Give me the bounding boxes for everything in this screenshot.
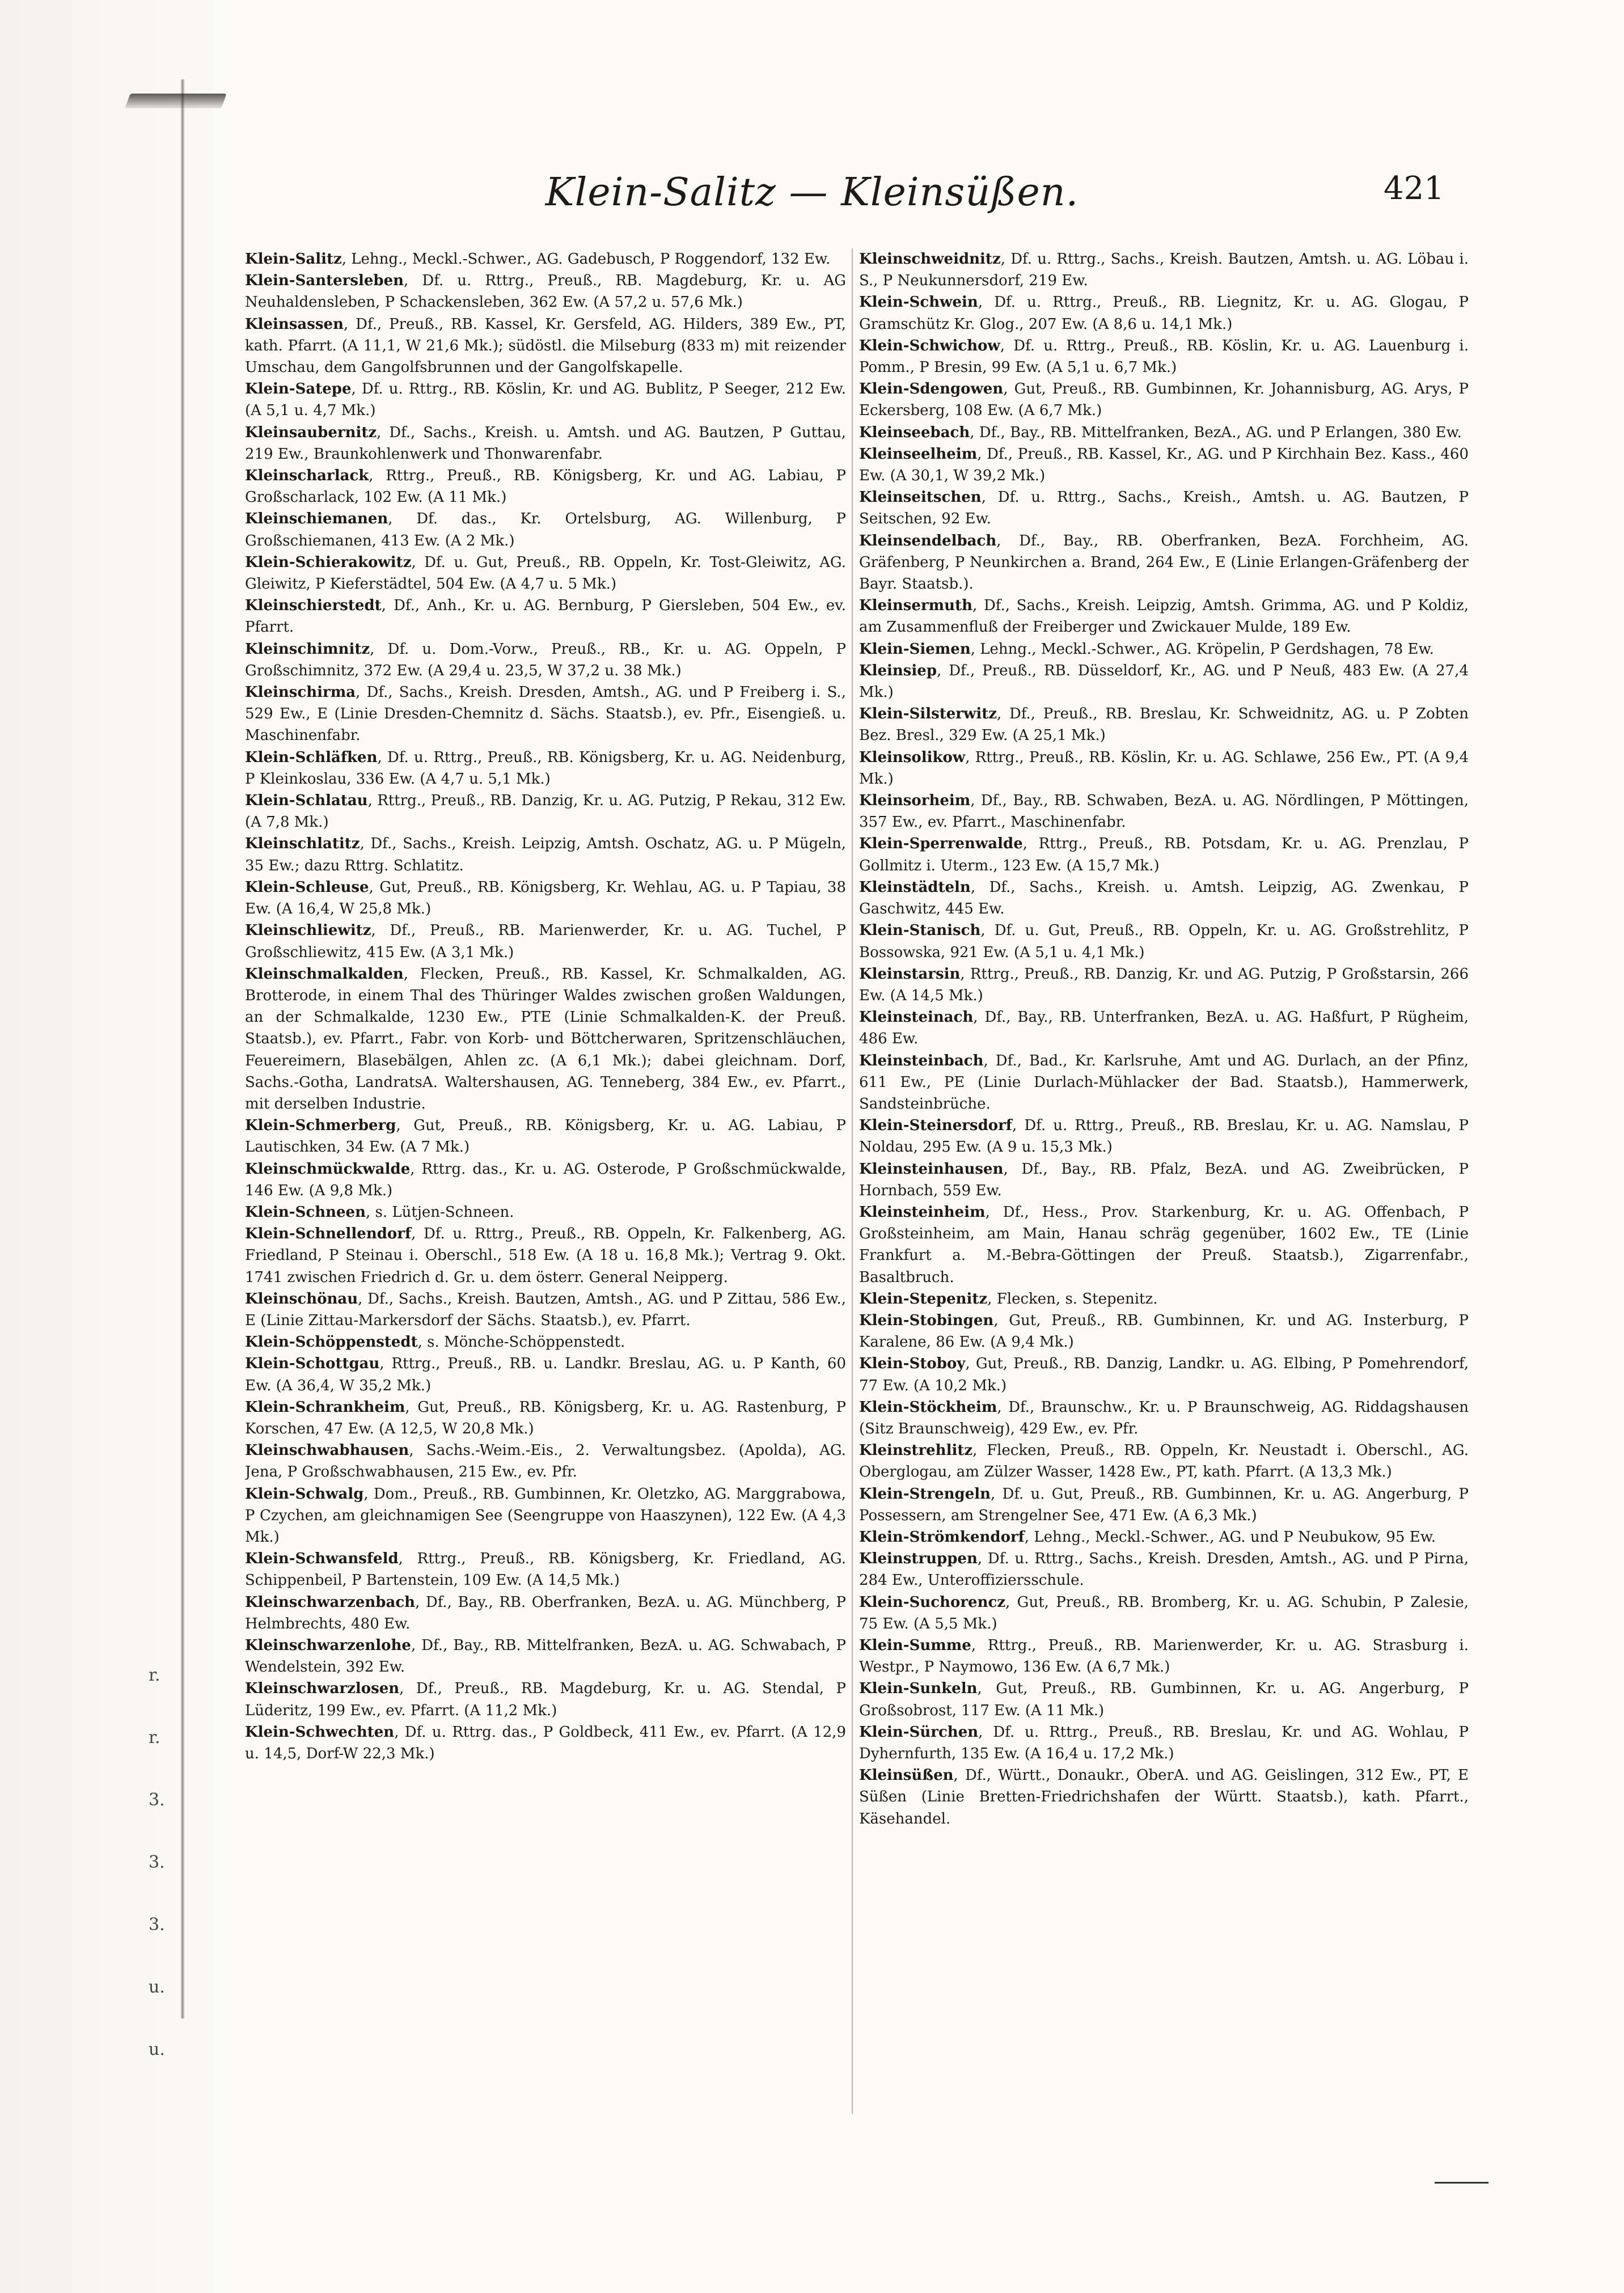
entry-text: , Rttrg., Preuß., RB. Marienwerder, Kr. u. AG. Strasburg i. Westpr., P Naymowo, 136 Ew. (A 6,7 Mk.)	[859, 1637, 1469, 1676]
gazetteer-entry	[245, 1223, 846, 1288]
gazetteer-entry	[859, 1483, 1469, 1526]
entry-headword: Klein-Stepenitz	[859, 1290, 988, 1308]
entry-headword: Klein-Schwalg	[245, 1485, 364, 1503]
entry-headword: Kleinsaubernitz	[245, 424, 377, 441]
entry-headword: Klein-Silsterwitz	[859, 705, 997, 723]
gazetteer-entry	[245, 314, 846, 379]
entry-headword: Kleinsteinhausen	[859, 1160, 1004, 1178]
gazetteer-entry	[859, 703, 1469, 746]
gazetteer-entry	[245, 248, 846, 270]
entry-text: , Df., Preuß., RB. Düsseldorf, Kr., AG. und P Neuß, 483 Ew. (A 27,4 Mk.)	[859, 662, 1469, 701]
entry-text: , Df., Sachs., Kreish. Leipzig, Amtsh. Grimma, AG. und P Koldiz, am Zusammenfluß der Freiberger und Zwickauer Mulde, 189 Ew.	[859, 597, 1469, 636]
column-divider	[852, 248, 853, 2114]
gazetteer-entry	[245, 595, 846, 638]
entry-text: , Df. u. Rttrg., Preuß., RB. Breslau, Kr. und AG. Wohlau, P Dyhernfurth, 135 Ew. (A 16,4 u. 17,2 Mk.)	[859, 1723, 1469, 1763]
entry-text: , Rttrg., Preuß., RB. Königsberg, Kr. Friedland, AG. Schippenbeil, P Bartenstein, 109 Ew. (A 14,5 Mk.)	[245, 1550, 846, 1589]
gazetteer-entry	[245, 682, 846, 747]
entry-text: , Rttrg., Preuß., RB. Königsberg, Kr. und AG. Labiau, P Großscharlack, 102 Ew. (A 11 Mk.)	[245, 467, 846, 506]
entry-headword: Klein-Strengeln	[859, 1485, 991, 1503]
margin-mark: u.	[149, 1977, 165, 1997]
entry-text: , Df. u. Rttrg., Sachs., Kreish., Amtsh. u. AG. Bautzen, P Seitschen, 92 Ew.	[859, 489, 1469, 528]
entry-headword: Kleinsüßen	[859, 1767, 954, 1784]
entry-text: , Df., Hess., Prov. Starkenburg, Kr. u. AG. Offenbach, P Großsteinheim, am Main, Hanau schräg gegenüber, 1602 Ew., TE (Linie Frankfurt a. M.-Bebra-Göttingen der Preuß. Staatsb.), Zigarrenfabr., Basaltbruch.	[859, 1203, 1469, 1286]
gazetteer-entry	[859, 335, 1469, 378]
gazetteer-entry	[245, 465, 846, 508]
entry-text: , Df. u. Dom.-Vorw., Preuß., RB., Kr. u. AG. Oppeln, P Großschimnitz, 372 Ew. (A 29,4 u. 23,5, W 37,2 u. 38 Mk.)	[245, 640, 846, 679]
entry-headword: Kleinseebach	[859, 424, 970, 441]
entry-text: , Df. u. Rttrg., Preuß., RB. Breslau, Kr. u. AG. Namslau, P Noldau, 295 Ew. (A 9 u. 15,3 Mk.)	[859, 1117, 1469, 1156]
gazetteer-entry	[245, 790, 846, 833]
entry-text: , Df. u. Rttrg. das., P Goldbeck, 411 Ew., ev. Pfarrt. (A 12,9 u. 14,5, Dorf-W 22,3 Mk.)	[245, 1723, 846, 1763]
binding-clip	[125, 94, 226, 108]
entry-text: , Dom., Preuß., RB. Gumbinnen, Kr. Oletzko, AG. Marggrabowa, P Czychen, am gleichnamigen See (Seengruppe von Haaszynen), 122 Ew. (A 4,3 Mk.)	[245, 1485, 846, 1546]
gazetteer-entry	[859, 595, 1469, 638]
gazetteer-entry	[859, 920, 1469, 963]
entry-headword: Klein-Schwichow	[859, 337, 1000, 354]
gazetteer-entry	[245, 552, 846, 595]
entry-headword: Klein-Schrankheim	[245, 1398, 405, 1416]
entry-headword: Kleinsteinbach	[859, 1052, 984, 1069]
gazetteer-entry	[859, 1115, 1469, 1158]
entry-text: , Df. u. Rttrg., Preuß., RB. Königsberg, Kr. u. AG. Neidenburg, P Kleinkoslau, 336 Ew. (A 4,7 u. 5,1 Mk.)	[245, 748, 846, 788]
entry-text: , Rttrg., Preuß., RB. u. Landkr. Breslau, AG. u. P Kanth, 60 Ew. (A 36,4, W 35,2 Mk.)	[245, 1355, 846, 1394]
gazetteer-entry	[859, 378, 1469, 421]
entry-text: , Gut, Preuß., RB. Gumbinnen, Kr. Johannisburg, AG. Arys, P Eckersberg, 108 Ew. (A 6,7 Mk.)	[859, 380, 1469, 420]
entry-headword: Kleinschirma	[245, 684, 356, 701]
entry-headword: Kleinseelheim	[859, 445, 978, 463]
entry-headword: Klein-Schläfken	[245, 748, 378, 766]
entry-text: , Df. u. Gut, Preuß., RB. Oppeln, Kr. Tost-Gleiwitz, AG. Gleiwitz, P Kieferstädtel, 504 Ew. (A 4,7 u. 5 Mk.)	[245, 553, 846, 593]
gazetteer-entry	[245, 378, 846, 421]
entry-headword: Kleinseitschen	[859, 489, 982, 506]
entry-headword: Klein-Schmerberg	[245, 1117, 396, 1135]
entry-text: , Df. u. Gut, Preuß., RB. Gumbinnen, Kr. u. AG. Angerburg, P Possessern, am Strengelner See, 471 Ew. (A 6,3 Mk.)	[859, 1485, 1469, 1524]
gazetteer-entry	[245, 1548, 846, 1591]
entry-text: , Df. u. Rttrg., Preuß., RB. Oppeln, Kr. Falkenberg, AG. Friedland, P Steinau i. Oberschl., 518 Ew. (A 18 u. 16,8 Mk.); Vertrag 9. Okt. 1741 zwischen Friedrich d. Gr. u. dem österr. General Neipperg.	[245, 1225, 846, 1286]
entry-headword: Klein-Satepe	[245, 380, 352, 398]
margin-marks	[149, 1644, 171, 2081]
left-column	[245, 248, 846, 2137]
entry-headword: Kleinschimnitz	[245, 640, 370, 658]
entry-text: , Df., Sachs., Kreish. Leipzig, Amtsh. Oschatz, AG. u. P Mügeln, 35 Ew.; dazu Rttrg. Schlatitz.	[245, 835, 846, 874]
entry-headword: Kleinsiep	[859, 662, 937, 679]
gazetteer-entry	[245, 270, 846, 313]
entry-text: , Lehng., Meckl.-Schwer., AG. Kröpelin, P Gerdshagen, 78 Ew.	[970, 640, 1434, 658]
gazetteer-entry	[859, 1721, 1469, 1765]
gazetteer-entry	[859, 1765, 1469, 1830]
entry-text: , Df., Bay., RB. Pfalz, BezA. und AG. Zweibrücken, P Hornbach, 559 Ew.	[859, 1160, 1469, 1199]
entry-text: , Gut, Preuß., RB. Danzig, Landkr. u. AG. Elbing, P Pomehrendorf, 77 Ew. (A 10,2 Mk.)	[859, 1355, 1469, 1394]
entry-text: , Df., Württ., Donaukr., OberA. und AG. Geislingen, 312 Ew., PT, E Süßen (Linie Bretten-Friedrichshafen der Württ. Staatsb.), kath. Pfarrt., Käsehandel.	[859, 1767, 1469, 1827]
entry-headword: Kleinschwarzenbach	[245, 1593, 416, 1611]
entry-headword: Klein-Schierakowitz	[245, 553, 412, 571]
entry-text: , Gut, Preuß., RB. Gumbinnen, Kr. und AG. Insterburg, P Karalene, 86 Ew. (A 9,4 Mk.)	[859, 1312, 1469, 1351]
entry-headword: Kleinschmückwalde	[245, 1160, 411, 1178]
entry-headword: Klein-Steinersdorf	[859, 1117, 1012, 1135]
entry-headword: Kleinsorheim	[859, 792, 971, 810]
gazetteer-entry	[859, 1158, 1469, 1202]
gazetteer-entry	[245, 638, 846, 682]
gazetteer-entry	[245, 1331, 846, 1353]
entry-headword: Kleinsendelbach	[859, 532, 997, 549]
entry-headword: Klein-Salitz	[245, 251, 342, 268]
entry-headword: Klein-Schneen	[245, 1203, 366, 1221]
entry-text: , Rttrg., Preuß., RB. Potsdam, Kr. u. AG. Prenzlau, P Gollmitz i. Uterm., 123 Ew. (A 15,7 Mk.)	[859, 835, 1469, 874]
entry-headword: Kleinstrehlitz	[859, 1442, 973, 1459]
entry-headword: Kleinscharlack	[245, 467, 369, 485]
entry-text: , Df., Bay., RB. Oberfranken, BezA. Forchheim, AG. Gräfenberg, P Neunkirchen a. Brand, 264 Ew., E (Linie Erlangen-Gräfenberg der Bayr. Staatsb.).	[859, 532, 1469, 593]
binding-crease	[180, 79, 185, 2019]
entry-text: , Df., Sachs., Kreish. u. Amtsh. Leipzig, AG. Zwenkau, P Gaschwitz, 445 Ew.	[859, 878, 1469, 918]
entry-headword: Kleinschliewitz	[245, 922, 371, 940]
entry-headword: Klein-Suchorencz	[859, 1593, 1006, 1611]
entry-headword: Klein-Schwechten	[245, 1723, 395, 1741]
entry-headword: Klein-Santersleben	[245, 272, 404, 290]
entry-text: , Df., Bay., RB. Schwaben, BezA. u. AG. Nördlingen, P Möttingen, 357 Ew., ev. Pfarrt., Maschinenfabr.	[859, 792, 1469, 831]
entry-text: , Df., Anh., Kr. u. AG. Bernburg, P Giersleben, 504 Ew., ev. Pfarrt.	[245, 597, 846, 636]
gazetteer-entry	[859, 486, 1469, 530]
gazetteer-entry	[859, 443, 1469, 486]
entry-headword: Klein-Schottgau	[245, 1355, 380, 1373]
entry-text: , Gut, Preuß., RB. Bromberg, Kr. u. AG. Schubin, P Zalesie, 75 Ew. (A 5,5 Mk.)	[859, 1593, 1469, 1632]
entry-text: , Df. u. Gut, Preuß., RB. Oppeln, Kr. u. AG. Großstrehlitz, P Bossowska, 921 Ew. (A 5,1 u. 4,1 Mk.)	[859, 922, 1469, 961]
entry-text: , Flecken, Preuß., RB. Kassel, Kr. Schmalkalden, AG. Brotterode, in einem Thal des Thüringer Waldes zwischen großen Waldungen, an der Schmalkalde, 1230 Ew., PTE (Linie Schmalkalden-K. der Preuß. Staatsb.), ev. Pfarrt., Fabr. von Korb- und Böttcherwaren, Spritzenschläuchen, Feuereimern, Blasebälgen, Ahlen zc. (A 6,1 Mk.); dabei gleichnam. Dorf, Sachs.-Gotha, LandratsA. Waltershausen, AG. Tenneberg, 384 Ew., ev. Pfarrt., mit derselben Industrie.	[245, 965, 846, 1112]
margin-mark: 3.	[149, 1915, 165, 1935]
gazetteer-entry	[245, 833, 846, 876]
entry-headword: Kleinschmalkalden	[245, 965, 404, 983]
entry-text: , Df., Preuß., RB. Kassel, Kr. Gersfeld, AG. Hilders, 389 Ew., PT, kath. Pfarrt. (A 11,1, W 21,6 Mk.); südöstl. die Milseburg (833 m) mit reizender Umschau, dem Gangolfsbrunnen und der Gangolfskapelle.	[245, 315, 846, 376]
bottom-rule	[1435, 2182, 1488, 2184]
gazetteer-entry	[245, 877, 846, 920]
gazetteer-entry	[859, 1526, 1469, 1548]
entry-headword: Klein-Schwansfeld	[245, 1550, 399, 1568]
entry-text: , Df., Bad., Kr. Karlsruhe, Amt und AG. Durlach, an der Pfinz, 611 Ew., PE (Linie Durlach-Mühlacker der Bad. Staatsb.), Hammerwerk, Sandsteinbrüche.	[859, 1052, 1469, 1112]
page-binding-shadow	[0, 0, 232, 2293]
entry-headword: Klein-Summe	[859, 1637, 971, 1654]
entry-headword: Kleinschönau	[245, 1290, 358, 1308]
entry-text: , Df., Preuß., RB. Marienwerder, Kr. u. AG. Tuchel, P Großschliewitz, 415 Ew. (A 3,1 Mk.)	[245, 922, 846, 961]
entry-headword: Kleinschlatitz	[245, 835, 360, 853]
entry-text: , Df. u. Rttrg., Sachs., Kreish. Dresden, Amtsh., AG. und P Pirna, 284 Ew., Unteroffiziersschule.	[859, 1550, 1469, 1589]
entry-headword: Klein-Stöckheim	[859, 1398, 997, 1416]
right-column	[859, 248, 1469, 2137]
gazetteer-entry	[245, 508, 846, 551]
entry-headword: Kleinstädteln	[859, 878, 971, 896]
margin-mark: r.	[149, 1728, 160, 1748]
entry-text: , Df. u. Rttrg., Sachs., Kreish. Bautzen, Amtsh. u. AG. Löbau i. S., P Neukunnersdorf, 219 Ew.	[859, 251, 1469, 290]
gazetteer-entry	[859, 877, 1469, 920]
entry-text: , Df., Bay., RB. Mittelfranken, BezA., AG. und P Erlangen, 380 Ew.	[970, 424, 1462, 441]
entry-text: , Rttrg., Preuß., RB. Danzig, Kr. und AG. Putzig, P Großstarsin, 266 Ew. (A 14,5 Mk.)	[859, 965, 1469, 1004]
gazetteer-entry	[245, 1115, 846, 1158]
entry-headword: Klein-Sperrenwalde	[859, 835, 1023, 853]
gazetteer-entry	[859, 1440, 1469, 1483]
margin-mark: r.	[149, 1665, 160, 1685]
gazetteer-entry	[859, 963, 1469, 1006]
gazetteer-entry	[245, 1397, 846, 1440]
entry-text: , Df., Sachs., Kreish. Bautzen, Amtsh., AG. und P Zittau, 586 Ew., E (Linie Zittau-Markersdorf der Sächs. Staatsb.), ev. Pfarrt.	[245, 1290, 846, 1329]
entry-text: , Gut, Preuß., RB. Gumbinnen, Kr. u. AG. Angerburg, P Großsobrost, 117 Ew. (A 11 Mk.)	[859, 1680, 1469, 1719]
page-number: 421	[1384, 170, 1444, 207]
gazetteer-entry	[245, 1353, 846, 1396]
gazetteer-entry	[245, 1678, 846, 1721]
entry-text: , Df., Braunschw., Kr. u. P Braunschweig, AG. Riddagshausen (Sitz Braunschweig), 429 Ew., ev. Pfr.	[859, 1398, 1469, 1437]
entry-text: , Df., Bay., RB. Oberfranken, BezA. u. AG. Münchberg, P Helmbrechts, 480 Ew.	[245, 1593, 846, 1632]
entry-headword: Kleinschweidnitz	[859, 251, 1001, 268]
entry-text: , Df., Sachs., Kreish. u. Amtsh. und AG. Bautzen, P Guttau, 219 Ew., Braunkohlenwerk und Thonwarenfabr.	[245, 424, 846, 463]
entry-headword: Kleinsassen	[245, 315, 344, 333]
entry-text: , Df., Preuß., RB. Magdeburg, Kr. u. AG. Stendal, P Lüderitz, 199 Ew., ev. Pfarrt. (A 11,2 Mk.)	[245, 1680, 846, 1719]
gazetteer-entry	[859, 1310, 1469, 1353]
entry-text: , Rttrg., Preuß., RB. Danzig, Kr. u. AG. Putzig, P Rekau, 312 Ew. (A 7,8 Mk.)	[245, 792, 846, 831]
entry-headword: Klein-Schleuse	[245, 878, 369, 896]
gazetteer-entry	[859, 1288, 1469, 1310]
entry-headword: Klein-Schlatau	[245, 792, 368, 810]
gazetteer-entry	[859, 790, 1469, 833]
entry-headword: Klein-Stanisch	[859, 922, 981, 940]
gazetteer-entry	[859, 248, 1469, 291]
entry-headword: Kleinsermuth	[859, 597, 973, 615]
gazetteer-entry	[245, 963, 846, 1115]
gazetteer-entry	[245, 1440, 846, 1483]
gazetteer-entry	[245, 1635, 846, 1678]
entry-headword: Kleinschierstedt	[245, 597, 382, 615]
entry-text: , Sachs.-Weim.-Eis., 2. Verwaltungsbez. (Apolda), AG. Jena, P Großschwabhausen, 215 Ew., ev. Pfr.	[245, 1442, 846, 1481]
entry-headword: Klein-Siemen	[859, 640, 971, 658]
entry-text: , Df. u. Rttrg., Preuß., RB. Köslin, Kr. u. AG. Lauenburg i. Pomm., P Bresin, 99 Ew. (A 5,1 u. 6,7 Mk.)	[859, 337, 1469, 376]
gazetteer-entry	[245, 1721, 846, 1765]
entry-headword: Klein-Schnellendorf	[245, 1225, 412, 1243]
gazetteer-entry	[245, 1202, 846, 1223]
gazetteer-entry	[245, 1483, 846, 1549]
entry-text: , Df. u. Rttrg., RB. Köslin, Kr. und AG. Bublitz, P Seeger, 212 Ew. (A 5,1 u. 4,7 Mk.)	[245, 380, 846, 420]
gazetteer-entry	[859, 291, 1469, 335]
entry-text: , Df., Preuß., RB. Breslau, Kr. Schweidnitz, AG. u. P Zobten Bez. Bresl., 329 Ew. (A 25,1 Mk.)	[859, 705, 1469, 744]
entry-text: , Gut, Preuß., RB. Königsberg, Kr. Wehlau, AG. u. P Tapiau, 38 Ew. (A 16,4, W 25,8 Mk.)	[245, 878, 846, 918]
entry-text: , Lehng., Meckl.-Schwer., AG. Gadebusch, P Roggendorf, 132 Ew.	[341, 251, 831, 268]
entry-text: , Df. u. Rttrg., Preuß., RB. Liegnitz, Kr. u. AG. Glogau, P Gramschütz Kr. Glog., 207 Ew. (A 8,6 u. 14,1 Mk.)	[859, 294, 1469, 333]
entry-text: , Df., Bay., RB. Unterfranken, BezA. u. AG. Haßfurt, P Rügheim, 486 Ew.	[859, 1009, 1469, 1048]
entry-headword: Klein-Sunkeln	[859, 1680, 978, 1698]
gazetteer-entry	[245, 920, 846, 963]
entry-text: , s. Mönche-Schöppenstedt.	[417, 1334, 625, 1351]
gazetteer-entry	[245, 1288, 846, 1331]
entry-text: , Flecken, s. Stepenitz.	[987, 1290, 1158, 1308]
entry-headword: Kleinschwarzenlohe	[245, 1637, 411, 1654]
gazetteer-entry	[245, 1592, 846, 1635]
entry-headword: Klein-Strömkendorf	[859, 1528, 1025, 1546]
gazetteer-entry	[859, 833, 1469, 876]
entry-headword: Kleinstruppen	[859, 1550, 978, 1568]
entry-headword: Klein-Sürchen	[859, 1723, 979, 1741]
entry-headword: Klein-Sdengowen	[859, 380, 1004, 398]
gazetteer-entry	[859, 638, 1469, 660]
gazetteer-entry	[859, 1050, 1469, 1115]
gazetteer-entry	[859, 1353, 1469, 1396]
entry-headword: Kleinschwabhausen	[245, 1442, 409, 1459]
entry-text: , Df., Preuß., RB. Kassel, Kr., AG. und P Kirchhain Bez. Kass., 460 Ew. (A 30,1, W 39,2 Mk.)	[859, 445, 1469, 485]
entry-text: , Rttrg., Preuß., RB. Köslin, Kr. u. AG. Schlawe, 256 Ew., PT. (A 9,4 Mk.)	[859, 748, 1469, 788]
entry-text: , Df. u. Rttrg., Preuß., RB. Magdeburg, Kr. u. AG Neuhaldensleben, P Schackensleben, 362 Ew. (A 57,2 u. 57,6 Mk.)	[245, 272, 846, 311]
gazetteer-entry	[245, 1158, 846, 1202]
entry-text: , Df. das., Kr. Ortelsburg, AG. Willenburg, P Großschiemanen, 413 Ew. (A 2 Mk.)	[245, 510, 846, 549]
entry-headword: Kleinschiemanen	[245, 510, 388, 528]
gazetteer-entry	[859, 1202, 1469, 1288]
gazetteer-entry	[245, 747, 846, 790]
margin-mark: 3.	[149, 1852, 165, 1872]
gazetteer-entry	[859, 422, 1469, 443]
gazetteer-entry	[859, 660, 1469, 703]
entry-headword: Kleinsteinach	[859, 1009, 974, 1026]
entry-headword: Klein-Schöppenstedt	[245, 1334, 418, 1351]
gazetteer-entry	[859, 1397, 1469, 1440]
entry-text: , Flecken, Preuß., RB. Oppeln, Kr. Neustadt i. Oberschl., AG. Oberglogau, am Zülzer Wasser, 1428 Ew., PT, kath. Pfarrt. (A 13,3 Mk.)	[859, 1442, 1469, 1481]
margin-mark: 3.	[149, 1790, 165, 1810]
gazetteer-entry	[859, 747, 1469, 790]
entry-headword: Kleinsteinheim	[859, 1203, 986, 1221]
margin-mark: u.	[149, 2040, 165, 2059]
entry-text: , Rttrg. das., Kr. u. AG. Osterode, P Großschmückwalde, 146 Ew. (A 9,8 Mk.)	[245, 1160, 846, 1199]
gazetteer-entry	[859, 1678, 1469, 1721]
entry-text: , Lehng., Meckl.-Schwer., AG. und P Neubukow, 95 Ew.	[1024, 1528, 1436, 1546]
entry-text: , Df., Bay., RB. Mittelfranken, BezA. u. AG. Schwabach, P Wendelstein, 392 Ew.	[245, 1637, 846, 1676]
entry-headword: Klein-Schwein	[859, 294, 978, 311]
gazetteer-entry	[859, 1006, 1469, 1050]
entry-headword: Klein-Stobingen	[859, 1312, 994, 1329]
gazetteer-entry	[859, 1548, 1469, 1591]
entry-headword: Kleinstarsin	[859, 965, 961, 983]
entry-headword: Kleinschwarzlosen	[245, 1680, 400, 1698]
entry-headword: Kleinsolikow	[859, 748, 966, 766]
gazetteer-entry	[859, 1592, 1469, 1635]
gazetteer-entry	[859, 1635, 1469, 1678]
page-title: Klein-Salitz — Kleinsüßen.	[545, 170, 1079, 215]
gazetteer-entry	[245, 422, 846, 465]
entry-text: , Gut, Preuß., RB. Königsberg, Kr. u. AG. Rastenburg, P Korschen, 47 Ew. (A 12,5, W 20,8 Mk.)	[245, 1398, 846, 1437]
gazetteer-entry	[859, 530, 1469, 595]
entry-headword: Klein-Stoboy	[859, 1355, 966, 1373]
entry-text: , Gut, Preuß., RB. Königsberg, Kr. u. AG. Labiau, P Lautischken, 34 Ew. (A 7 Mk.)	[245, 1117, 846, 1156]
entry-text: , s. Lütjen-Schneen.	[366, 1203, 514, 1221]
entry-text: , Df., Sachs., Kreish. Dresden, Amtsh., AG. und P Freiberg i. S., 529 Ew., E (Linie Dresden-Chemnitz d. Sächs. Staatsb.), ev. Pfr., Eisengieß. u. Maschinenfabr.	[245, 684, 846, 744]
